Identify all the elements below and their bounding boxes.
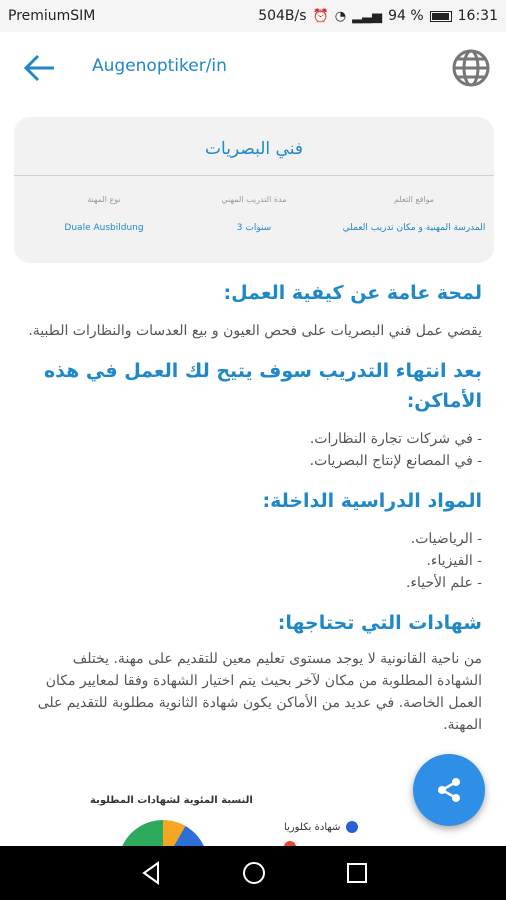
content-area <box>0 270 506 736</box>
legend-label: شهادة بكلوريا <box>284 821 341 833</box>
legend-dot <box>346 821 358 833</box>
wifi-icon: ◔ <box>334 8 347 24</box>
chart-legend-item <box>284 821 358 833</box>
info-value: 3 سنوات <box>236 223 272 233</box>
app-bar <box>0 32 506 104</box>
section-text: - الفيزياء. <box>426 553 482 569</box>
status-icons <box>258 8 498 24</box>
info-training-duration <box>174 195 334 233</box>
battery-icon <box>430 11 452 22</box>
share-icon <box>435 776 463 804</box>
nav-recents-button[interactable] <box>344 860 370 886</box>
page-title: Augenoptiker/in <box>92 56 227 76</box>
carrier-label: PremiumSIM <box>8 8 96 24</box>
section-heading: لمحة عامة عن كيفية العمل: <box>223 282 482 304</box>
arrow-left-icon <box>22 52 58 84</box>
back-button[interactable] <box>22 52 58 84</box>
section-text: - في المصانع لإنتاج البصريات. <box>309 453 482 469</box>
section-overview <box>24 278 482 342</box>
battery-percent: 94 % <box>388 8 424 24</box>
info-value: المدرسة المهنية و مكان تدريب العملي <box>342 223 486 233</box>
info-label: نوع المهنة <box>87 195 121 204</box>
profession-card <box>14 117 494 263</box>
section-heading: المواد الدراسية الداخلة: <box>262 490 482 512</box>
section-text: من ناحية القانونية لا يوجد مستوى تعليم معين للتقديم على مهنة. يختلف الشهادة المطلوبة من مكان لآخر بحيث يتم اختيار الشهادة وفقا لمعايير مكان العمل الخاصة. في عديد من الأماكن يكون شهادة الثانوية مطلوبة للتقديم على المهنة. <box>37 651 482 733</box>
nav-home-button[interactable] <box>241 860 267 886</box>
nav-back-button[interactable] <box>138 860 164 886</box>
info-label: مواقع التعلم <box>393 195 435 204</box>
alarm-icon: ⏰ <box>312 8 329 24</box>
info-value: Duale Ausbildung <box>64 223 144 233</box>
recents-square-icon <box>344 860 370 886</box>
home-circle-icon <box>241 860 267 886</box>
status-bar <box>0 0 506 32</box>
share-button[interactable] <box>413 754 485 826</box>
section-heading: شهادات التي تحتاجها: <box>277 612 482 634</box>
section-text: - في شركات تجارة النظارات. <box>309 431 482 447</box>
language-button[interactable] <box>450 47 492 89</box>
info-profession-type <box>24 195 184 233</box>
globe-icon <box>450 47 492 89</box>
navigation-bar <box>0 846 506 900</box>
section-subjects <box>24 486 482 594</box>
profession-title: فني البصريات <box>205 139 303 159</box>
section-text: - علم الأحياء. <box>406 575 482 591</box>
info-label: مدة التدريب المهني <box>221 195 287 204</box>
info-learning-places <box>334 195 494 233</box>
section-certificates <box>24 608 482 736</box>
clock: 16:31 <box>457 8 498 24</box>
card-divider <box>14 175 494 176</box>
network-speed: 504B/s <box>258 8 307 24</box>
section-text: يقضي عمل فني البصريات على فحص العيون و بيع العدسات والنظارات الطبية. <box>28 323 482 339</box>
back-triangle-icon <box>138 860 164 886</box>
section-text: - الرياضيات. <box>410 531 482 547</box>
chart-title: النسبة المئوية لشهادات المطلوبة <box>90 795 253 806</box>
section-workplaces <box>24 356 482 472</box>
section-heading: بعد انتهاء التدريب سوف يتيح لك العمل في هذه الأماكن: <box>43 360 482 412</box>
signal-icon: ▂▃▅ <box>352 8 383 24</box>
